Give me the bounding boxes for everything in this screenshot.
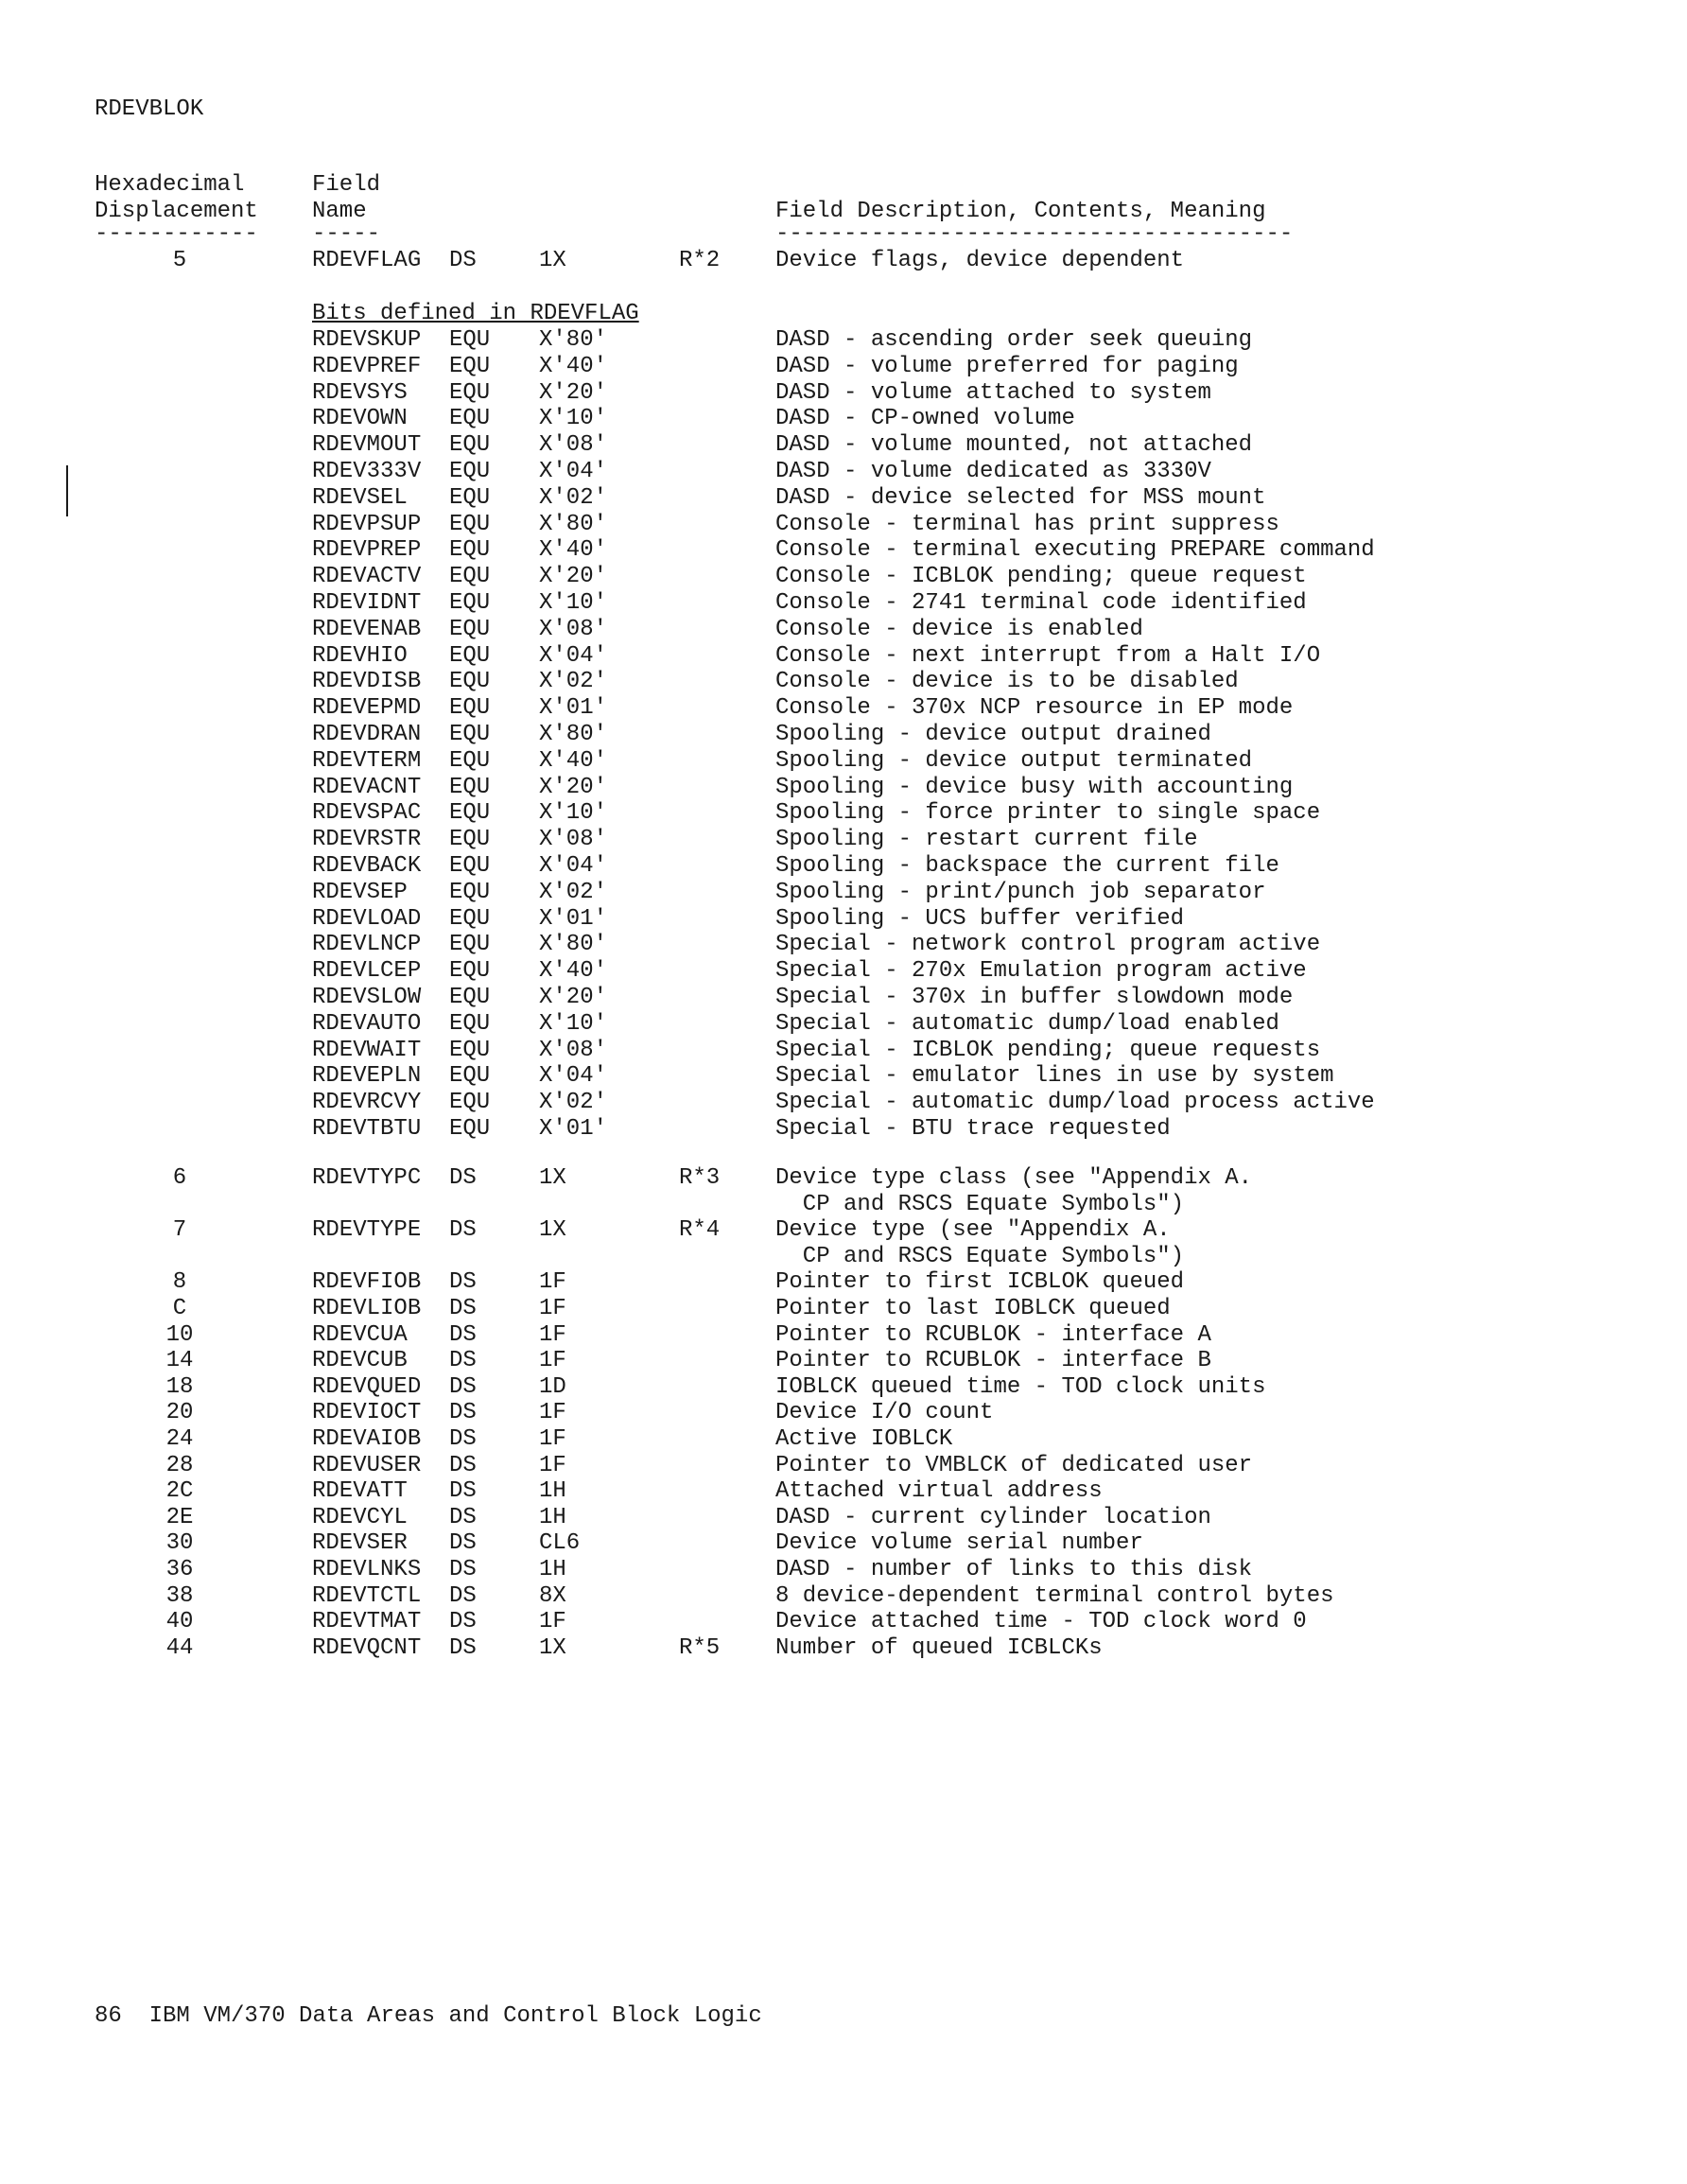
field-desc: Device type class (see "Appendix A. bbox=[775, 1165, 1253, 1191]
bit-name: RDEVOWN bbox=[312, 406, 408, 432]
bit-value: X'04' bbox=[539, 1063, 608, 1090]
field-desc: IOBLCK queued time - TOD clock units bbox=[775, 1373, 1266, 1400]
bit-desc: Special - 270x Emulation program active bbox=[775, 958, 1307, 985]
field-disp: 40 bbox=[165, 1609, 194, 1635]
bit-value: X'08' bbox=[539, 827, 608, 853]
table-row-bit bbox=[0, 380, 1687, 407]
bit-desc: DASD - volume attached to system bbox=[775, 379, 1211, 406]
table-row-bit bbox=[0, 853, 1687, 880]
field-name: RDEVTYPE bbox=[312, 1217, 422, 1244]
table-row-bit bbox=[0, 459, 1687, 485]
bit-desc: Special - emulator lines in use by system bbox=[775, 1063, 1334, 1090]
bit-op: EQU bbox=[449, 905, 491, 932]
field-op: DS bbox=[449, 1452, 477, 1478]
bit-op: EQU bbox=[449, 353, 491, 379]
bit-value: X'04' bbox=[539, 853, 608, 879]
field-op: DS bbox=[449, 1478, 477, 1505]
bit-op: EQU bbox=[449, 379, 491, 406]
field-disp: 44 bbox=[165, 1634, 194, 1661]
field-desc: Pointer to VMBLCK of dedicated user bbox=[775, 1452, 1253, 1478]
table-row-field bbox=[0, 1296, 1687, 1322]
field-disp: 38 bbox=[165, 1582, 194, 1609]
table-row-bit bbox=[0, 643, 1687, 670]
bit-op: EQU bbox=[449, 642, 491, 669]
field-disp: 2E bbox=[165, 1504, 194, 1530]
bit-name: RDEVDISB bbox=[312, 669, 422, 695]
field-disp: 8 bbox=[172, 1269, 187, 1296]
bit-op: EQU bbox=[449, 406, 491, 432]
field-disp: 20 bbox=[165, 1400, 194, 1426]
field-val: 1X bbox=[539, 1634, 566, 1661]
field-ref: R*4 bbox=[679, 1217, 721, 1244]
field-val: 1X bbox=[539, 1165, 566, 1191]
bit-name: RDEVRCVY bbox=[312, 1090, 422, 1116]
field-val: 1F bbox=[539, 1452, 566, 1478]
bit-desc: Spooling - force printer to single space bbox=[775, 800, 1321, 827]
field-op: DS bbox=[449, 1269, 477, 1296]
bit-op: EQU bbox=[449, 1037, 491, 1063]
bit-value: X'08' bbox=[539, 616, 608, 642]
bit-op: EQU bbox=[449, 1090, 491, 1116]
bit-op: EQU bbox=[449, 853, 491, 879]
field-desc: DASD - number of links to this disk bbox=[775, 1557, 1253, 1582]
table-row-bit bbox=[0, 537, 1687, 564]
bit-op: EQU bbox=[449, 616, 491, 642]
field-val: 1H bbox=[539, 1557, 566, 1582]
bit-desc: Special - ICBLOK pending; queue requests bbox=[775, 1037, 1321, 1063]
field-name: RDEVTMAT bbox=[312, 1609, 422, 1635]
bit-value: X'40' bbox=[539, 537, 608, 564]
table-row-bit bbox=[0, 512, 1687, 538]
bit-op: EQU bbox=[449, 537, 491, 564]
field-op: DS bbox=[449, 1217, 477, 1244]
table-row-field bbox=[0, 1348, 1687, 1374]
bit-op: EQU bbox=[449, 722, 491, 747]
bit-desc: DASD - CP-owned volume bbox=[775, 406, 1075, 432]
table-row-bit bbox=[0, 354, 1687, 380]
field-val: 1H bbox=[539, 1504, 566, 1530]
field-desc: Device I/O count bbox=[775, 1400, 994, 1426]
field-op: DS bbox=[449, 1373, 477, 1400]
field-disp: 30 bbox=[165, 1530, 194, 1557]
bit-name: RDEVIDNT bbox=[312, 590, 422, 616]
bit-name: RDEV333V bbox=[312, 459, 422, 484]
bit-desc: Spooling - print/punch job separator bbox=[775, 879, 1266, 905]
table-row-bit bbox=[0, 958, 1687, 985]
bit-desc: Console - 2741 terminal code identified bbox=[775, 590, 1307, 616]
table-row-bit bbox=[0, 985, 1687, 1011]
table-row-bit bbox=[0, 880, 1687, 906]
field-name: RDEVQUED bbox=[312, 1373, 422, 1400]
table-row-bit bbox=[0, 1038, 1687, 1064]
table-row-bit bbox=[0, 1090, 1687, 1116]
field-op: DS bbox=[449, 1504, 477, 1530]
bit-desc: DASD - volume dedicated as 3330V bbox=[775, 459, 1211, 484]
bit-value: X'80' bbox=[539, 511, 608, 537]
table-row-field bbox=[0, 1426, 1687, 1453]
field-desc: Pointer to RCUBLOK - interface A bbox=[775, 1321, 1211, 1348]
field-op: DS bbox=[449, 1426, 477, 1452]
bit-value: X'10' bbox=[539, 800, 608, 827]
field-disp: 18 bbox=[165, 1373, 194, 1400]
bit-desc: DASD - device selected for MSS mount bbox=[775, 484, 1266, 511]
bit-desc: DASD - volume mounted, not attached bbox=[775, 432, 1253, 459]
bit-value: X'02' bbox=[539, 669, 608, 695]
table-row-field bbox=[0, 1217, 1687, 1244]
bit-op: EQU bbox=[449, 932, 491, 958]
field-disp: 14 bbox=[165, 1348, 194, 1374]
bit-desc: Spooling - device output terminated bbox=[775, 747, 1253, 774]
bit-name: RDEVPREP bbox=[312, 537, 422, 564]
field-desc: Attached virtual address bbox=[775, 1478, 1103, 1505]
bit-op: EQU bbox=[449, 511, 491, 537]
bit-value: X'04' bbox=[539, 459, 608, 484]
field-op: DS bbox=[449, 1557, 477, 1582]
field-op: DS bbox=[449, 1400, 477, 1426]
field-val: 1F bbox=[539, 1426, 566, 1452]
field-name: RDEVUSER bbox=[312, 1452, 422, 1478]
table-row-bit bbox=[0, 906, 1687, 933]
field-desc: Device volume serial number bbox=[775, 1530, 1143, 1557]
bit-value: X'08' bbox=[539, 432, 608, 459]
table-row-bit bbox=[0, 432, 1687, 459]
field-op: DS bbox=[449, 1530, 477, 1557]
bit-name: RDEVWAIT bbox=[312, 1037, 422, 1063]
bit-name: RDEVACNT bbox=[312, 774, 422, 800]
table-row-bit bbox=[0, 485, 1687, 512]
field-name: RDEVTYPC bbox=[312, 1165, 422, 1191]
bit-desc: Spooling - restart current file bbox=[775, 827, 1198, 853]
table-row-field bbox=[0, 1635, 1687, 1662]
bit-value: X'40' bbox=[539, 747, 608, 774]
field-ref: R*5 bbox=[679, 1634, 721, 1661]
bit-desc: Console - device is to be disabled bbox=[775, 669, 1239, 695]
bit-name: RDEVSEL bbox=[312, 484, 408, 511]
bit-value: X'10' bbox=[539, 590, 608, 616]
col-desc-header: Field Description, Contents, Meaning bbox=[775, 199, 1266, 224]
field-disp: 7 bbox=[172, 1217, 187, 1244]
table-row-bit bbox=[0, 1116, 1687, 1143]
bit-desc: Spooling - device busy with accounting bbox=[775, 774, 1294, 800]
field-name: RDEVTCTL bbox=[312, 1582, 422, 1609]
bit-value: X'01' bbox=[539, 905, 608, 932]
bit-op: EQU bbox=[449, 459, 491, 484]
bit-value: X'20' bbox=[539, 379, 608, 406]
field-disp: 36 bbox=[165, 1557, 194, 1582]
field-disp: 2C bbox=[165, 1478, 194, 1505]
col-name-rule: ----- bbox=[312, 221, 381, 247]
bit-desc: Special - 370x in buffer slowdown mode bbox=[775, 985, 1294, 1010]
bit-name: RDEVEPLN bbox=[312, 1063, 422, 1090]
field-name: RDEVLNKS bbox=[312, 1557, 422, 1582]
field-disp: C bbox=[172, 1296, 187, 1321]
bit-value: X'80' bbox=[539, 722, 608, 747]
field-name: RDEVSER bbox=[312, 1530, 408, 1557]
bit-value: X'80' bbox=[539, 932, 608, 958]
table-row-field bbox=[0, 1269, 1687, 1296]
bit-op: EQU bbox=[449, 774, 491, 800]
bit-op: EQU bbox=[449, 1010, 491, 1037]
field-name: RDEVIOCT bbox=[312, 1400, 422, 1426]
field-name: RDEVCUA bbox=[312, 1321, 408, 1348]
field-desc: Device type (see "Appendix A. bbox=[775, 1217, 1171, 1244]
field-val: 1X bbox=[539, 1217, 566, 1244]
bit-name: RDEVSPAC bbox=[312, 800, 422, 827]
bit-op: EQU bbox=[449, 484, 491, 511]
table-row-field bbox=[0, 1453, 1687, 1479]
field-ref: R*2 bbox=[679, 248, 721, 273]
field-desc: Number of queued ICBLCKs bbox=[775, 1634, 1103, 1661]
table-row-bit bbox=[0, 564, 1687, 590]
field-ref: R*3 bbox=[679, 1165, 721, 1191]
field-val: 1F bbox=[539, 1296, 566, 1321]
field-desc: Pointer to first ICBLOK queued bbox=[775, 1269, 1185, 1296]
bit-desc: Special - network control program active bbox=[775, 932, 1321, 958]
bit-value: X'40' bbox=[539, 958, 608, 985]
bit-value: X'02' bbox=[539, 484, 608, 511]
bit-desc: Special - automatic dump/load process active bbox=[775, 1090, 1375, 1116]
table-row-bit bbox=[0, 617, 1687, 643]
bit-desc: Spooling - UCS buffer verified bbox=[775, 905, 1185, 932]
bit-name: RDEVLNCP bbox=[312, 932, 422, 958]
bit-op: EQU bbox=[449, 827, 491, 853]
bit-op: EQU bbox=[449, 669, 491, 695]
field-name: RDEVATT bbox=[312, 1478, 408, 1505]
field-disp: 6 bbox=[172, 1165, 187, 1191]
table-row-bit bbox=[0, 669, 1687, 695]
table-row-field-cont bbox=[0, 1192, 1687, 1218]
field-val: CL6 bbox=[539, 1530, 581, 1557]
bit-name: RDEVMOUT bbox=[312, 432, 422, 459]
bit-name: RDEVPSUP bbox=[312, 511, 422, 537]
col-desc-rule: -------------------------------------- bbox=[775, 221, 1294, 247]
field-name: RDEVLIOB bbox=[312, 1296, 422, 1321]
field-op: DS bbox=[449, 248, 477, 273]
bit-name: RDEVTBTU bbox=[312, 1116, 422, 1142]
bit-name: RDEVSYS bbox=[312, 379, 408, 406]
bit-value: X'01' bbox=[539, 1116, 608, 1142]
field-desc: Device attached time - TOD clock word 0 bbox=[775, 1609, 1307, 1635]
field-op: DS bbox=[449, 1296, 477, 1321]
field-val: 1F bbox=[539, 1348, 566, 1374]
field-name: RDEVAIOB bbox=[312, 1426, 422, 1452]
table-row-field bbox=[0, 1505, 1687, 1531]
table-row-bit bbox=[0, 775, 1687, 801]
bit-value: X'01' bbox=[539, 695, 608, 722]
bit-desc: Console - 370x NCP resource in EP mode bbox=[775, 695, 1294, 722]
field-desc-cont: CP and RSCS Equate Symbols") bbox=[775, 1243, 1185, 1269]
field-disp: 10 bbox=[165, 1321, 194, 1348]
bit-op: EQU bbox=[449, 564, 491, 590]
table-row-bit bbox=[0, 748, 1687, 775]
table-row-bit bbox=[0, 722, 1687, 748]
field-disp: 24 bbox=[165, 1426, 194, 1452]
bit-value: X'02' bbox=[539, 879, 608, 905]
bit-name: RDEVDRAN bbox=[312, 722, 422, 747]
field-val: 8X bbox=[539, 1582, 566, 1609]
field-name: RDEVFLAG bbox=[312, 248, 422, 273]
col-disp-header-2: Displacement bbox=[95, 199, 258, 224]
table-row-field bbox=[0, 1322, 1687, 1349]
field-desc: Pointer to last IOBLCK queued bbox=[775, 1296, 1171, 1321]
bit-op: EQU bbox=[449, 327, 491, 353]
field-desc: Active IOBLCK bbox=[775, 1426, 953, 1452]
bit-name: RDEVBACK bbox=[312, 853, 422, 879]
bit-desc: Console - ICBLOK pending; queue request bbox=[775, 564, 1307, 590]
bit-desc: Special - BTU trace requested bbox=[775, 1116, 1171, 1142]
bit-name: RDEVLCEP bbox=[312, 958, 422, 985]
field-val: 1F bbox=[539, 1269, 566, 1296]
table-row-field bbox=[0, 1583, 1687, 1610]
running-header: RDEVBLOK bbox=[95, 96, 204, 122]
table-row-bit bbox=[0, 695, 1687, 722]
col-disp-rule: ------------ bbox=[95, 221, 258, 247]
field-op: DS bbox=[449, 1609, 477, 1635]
bit-op: EQU bbox=[449, 958, 491, 985]
bit-op: EQU bbox=[449, 432, 491, 459]
bit-value: X'04' bbox=[539, 642, 608, 669]
field-name: RDEVCUB bbox=[312, 1348, 408, 1374]
bit-value: X'20' bbox=[539, 774, 608, 800]
bit-desc: Console - terminal has print suppress bbox=[775, 511, 1279, 537]
bit-desc: Spooling - device output drained bbox=[775, 722, 1211, 747]
field-name: RDEVFIOB bbox=[312, 1269, 422, 1296]
bit-value: X'10' bbox=[539, 1010, 608, 1037]
bit-op: EQU bbox=[449, 879, 491, 905]
bit-name: RDEVENAB bbox=[312, 616, 422, 642]
bit-name: RDEVHIO bbox=[312, 642, 408, 669]
field-name: RDEVCYL bbox=[312, 1504, 408, 1530]
bit-op: EQU bbox=[449, 1063, 491, 1090]
table-row-field bbox=[0, 1530, 1687, 1557]
field-val: 1F bbox=[539, 1400, 566, 1426]
bit-name: RDEVTERM bbox=[312, 747, 422, 774]
bit-desc: Console - terminal executing PREPARE command bbox=[775, 537, 1375, 564]
bit-op: EQU bbox=[449, 590, 491, 616]
table-row-field bbox=[0, 1374, 1687, 1401]
field-desc: Pointer to RCUBLOK - interface B bbox=[775, 1348, 1211, 1374]
page-footer: 86 IBM VM/370 Data Areas and Control Block Logic bbox=[95, 2003, 762, 2029]
bit-op: EQU bbox=[449, 800, 491, 827]
table-row-bit bbox=[0, 932, 1687, 958]
bit-name: RDEVEPMD bbox=[312, 695, 422, 722]
bit-op: EQU bbox=[449, 985, 491, 1010]
bit-name: RDEVSLOW bbox=[312, 985, 422, 1010]
field-disp: 5 bbox=[172, 248, 187, 273]
field-val: 1F bbox=[539, 1321, 566, 1348]
table-row-bit bbox=[0, 1011, 1687, 1038]
table-row-field-cont bbox=[0, 1244, 1687, 1270]
bit-value: X'40' bbox=[539, 353, 608, 379]
bit-value: X'10' bbox=[539, 406, 608, 432]
field-val: 1X bbox=[539, 248, 566, 273]
bit-desc: Spooling - backspace the current file bbox=[775, 853, 1279, 879]
field-desc: 8 device-dependent terminal control bytes bbox=[775, 1582, 1334, 1609]
bit-desc: Console - device is enabled bbox=[775, 616, 1143, 642]
bit-name: RDEVSEP bbox=[312, 879, 408, 905]
bit-value: X'20' bbox=[539, 564, 608, 590]
table-row-bit bbox=[0, 406, 1687, 432]
field-desc: DASD - current cylinder location bbox=[775, 1504, 1211, 1530]
bit-op: EQU bbox=[449, 695, 491, 722]
table-row-bit bbox=[0, 1063, 1687, 1090]
table-row-bit bbox=[0, 327, 1687, 354]
field-val: 1D bbox=[539, 1373, 566, 1400]
field-op: DS bbox=[449, 1634, 477, 1661]
bit-name: RDEVLOAD bbox=[312, 905, 422, 932]
field-desc: Device flags, device dependent bbox=[775, 248, 1185, 273]
bit-desc: Special - automatic dump/load enabled bbox=[775, 1010, 1279, 1037]
field-val: 1F bbox=[539, 1609, 566, 1635]
table-row-field bbox=[0, 1400, 1687, 1426]
field-desc-cont: CP and RSCS Equate Symbols") bbox=[775, 1191, 1185, 1217]
table-row-bit bbox=[0, 827, 1687, 853]
col-name-header-1: Field bbox=[312, 172, 381, 198]
bit-value: X'08' bbox=[539, 1037, 608, 1063]
field-op: DS bbox=[449, 1321, 477, 1348]
table-row-bit bbox=[0, 590, 1687, 617]
bit-value: X'20' bbox=[539, 985, 608, 1010]
field-name: RDEVQCNT bbox=[312, 1634, 422, 1661]
table-row-field bbox=[0, 1165, 1687, 1192]
col-name-header-2: Name bbox=[312, 199, 367, 224]
table-row-field bbox=[0, 1609, 1687, 1635]
field-disp: 28 bbox=[165, 1452, 194, 1478]
bit-name: RDEVSKUP bbox=[312, 327, 422, 353]
table-row-field bbox=[0, 1557, 1687, 1583]
bit-desc: DASD - ascending order seek queuing bbox=[775, 327, 1253, 353]
bit-desc: Console - next interrupt from a Halt I/O bbox=[775, 642, 1321, 669]
bit-desc: DASD - volume preferred for paging bbox=[775, 353, 1239, 379]
table-row-bit bbox=[0, 800, 1687, 827]
table-row-field bbox=[0, 1478, 1687, 1505]
field-val: 1H bbox=[539, 1478, 566, 1505]
bit-value: X'02' bbox=[539, 1090, 608, 1116]
bit-name: RDEVPREF bbox=[312, 353, 422, 379]
bit-name: RDEVACTV bbox=[312, 564, 422, 590]
field-op: DS bbox=[449, 1348, 477, 1374]
field-op: DS bbox=[449, 1582, 477, 1609]
bits-heading: Bits defined in RDEVFLAG bbox=[312, 301, 639, 326]
bit-name: RDEVRSTR bbox=[312, 827, 422, 853]
table-row-rdevflag bbox=[0, 248, 1687, 274]
bit-op: EQU bbox=[449, 1116, 491, 1142]
col-disp-header-1: Hexadecimal bbox=[95, 172, 245, 198]
field-op: DS bbox=[449, 1165, 477, 1191]
bit-name: RDEVAUTO bbox=[312, 1010, 422, 1037]
bit-value: X'80' bbox=[539, 327, 608, 353]
bit-op: EQU bbox=[449, 747, 491, 774]
